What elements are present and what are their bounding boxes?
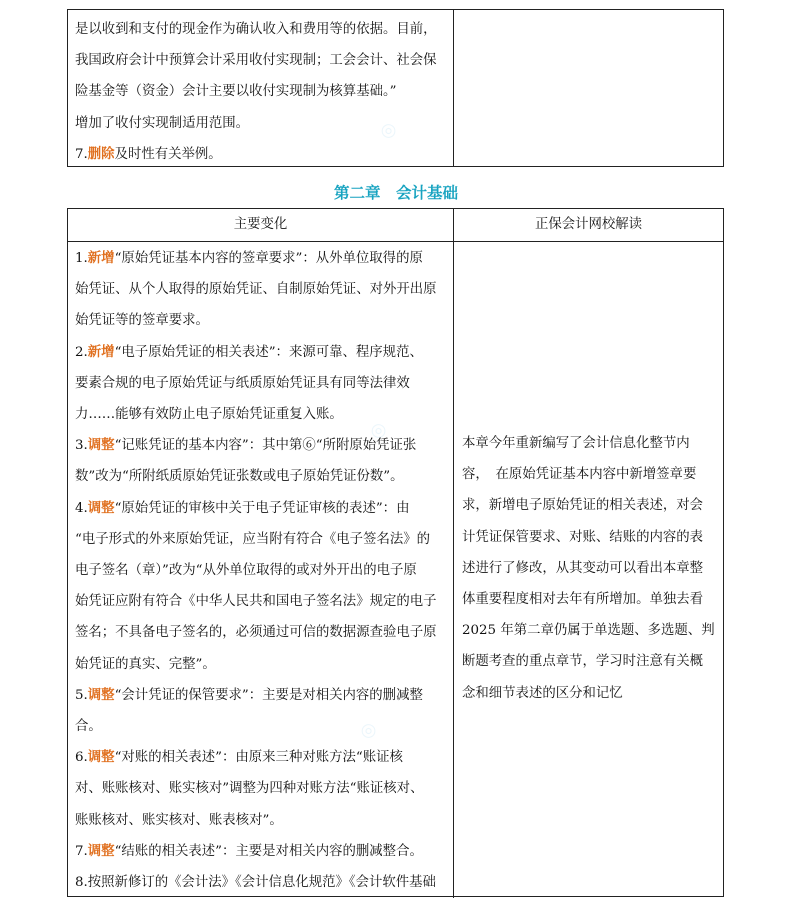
item-text: 对、账账核对、账实核对”调整为四种对账方法“账证核对、	[75, 781, 424, 797]
item-number: 5.	[75, 687, 88, 703]
item-number: 7.	[75, 843, 88, 859]
text-line	[75, 711, 447, 742]
item-text: “电子形式的外来原始凭证，应当附有符合《电子签名法》的	[75, 531, 430, 547]
interpretation-line: 2025 年第二章仍属于单选题、多选题、判	[462, 623, 715, 639]
item-text: 始凭证的真实、完整”。	[75, 656, 216, 672]
interpretation-cell	[454, 242, 723, 898]
watermark-logo: ◎	[364, 418, 391, 443]
table-header-row	[68, 209, 723, 242]
changes-cell	[68, 242, 454, 898]
text-line	[75, 274, 447, 305]
text-line	[75, 773, 447, 804]
item-keyword: 新增	[87, 343, 115, 360]
item-number: 8.	[75, 875, 88, 891]
text-line: 增加了收付实现制适用范围。	[75, 115, 250, 131]
interpretation-line: 念和细节表述的区分和记忆	[462, 685, 623, 701]
table-body-row	[68, 242, 723, 898]
text-line	[75, 399, 447, 430]
text-line	[75, 524, 447, 555]
item-keyword: 调整	[87, 749, 115, 766]
interpretation-line: 求，新增电子原始凭证的相关表述，对会	[462, 498, 704, 514]
list-item	[75, 742, 447, 773]
item-text: 按照新修订的《会计法》《会计信息化规范》《会计软件基础	[87, 875, 436, 891]
interpretation-line: 述进行了修改，从其变动可以看出本章整	[462, 560, 704, 576]
text-line	[75, 555, 447, 586]
watermark-logo: ◎	[374, 118, 401, 143]
top-table	[67, 9, 724, 167]
text-line	[75, 586, 447, 617]
item-text: 数”改为“所附纸质原始凭证张数或电子原始凭证份数”。	[75, 469, 404, 485]
list-item	[75, 337, 447, 368]
item-text: “对账的相关表述”：由原来三种对账方法“账证核	[114, 750, 403, 766]
item-keyword: 调整	[87, 686, 115, 703]
item-keyword: 调整	[87, 842, 115, 859]
main-table	[67, 208, 724, 897]
interpretation-line: 体重要程度相对去年有所增加。单独去看	[462, 592, 704, 608]
interpretation-line: 容， 在原始凭证基本内容中新增签章要	[462, 467, 697, 483]
list-item	[75, 867, 447, 898]
item-text: 力……能够有效防止电子原始凭证重复入账。	[75, 407, 343, 423]
top-table-right-cell	[454, 10, 723, 166]
interpretation-line: 本章今年重新编写了会计信息化整节内	[462, 436, 690, 451]
item-keyword: 调整	[87, 499, 115, 516]
item-number: 2.	[75, 344, 88, 360]
item-text: 签名；不具备电子签名的，必须通过可信的数据源查验电子原	[75, 625, 437, 641]
header-interpretation: 正保会计网校解读	[534, 217, 643, 232]
list-item	[75, 493, 447, 524]
text-line	[75, 649, 447, 680]
item-text: “电子原始凭证的相关表述”：来源可靠、程序规范、	[114, 344, 423, 360]
watermark-logo: ◎	[354, 718, 381, 743]
header-main-changes: 主要变化	[68, 209, 454, 241]
item-number: 4.	[75, 500, 88, 516]
item-text: “原始凭证基本内容的签章要求”：从外单位取得的原	[114, 251, 423, 266]
item-keyword: 调整	[87, 437, 115, 454]
text-line	[75, 461, 447, 492]
text-line: 险基金等（资金）会计主要以收付实现制为核算基础。”	[75, 84, 397, 100]
item-text: 始凭证等的签章要求。	[75, 313, 209, 329]
item-text: 及时性有关举例。	[114, 146, 222, 162]
text-line: 我国政府会计中预算会计采用收付实现制；工会会计、社会保	[75, 53, 437, 69]
list-item	[75, 243, 447, 274]
item-number: 7.	[75, 146, 88, 162]
chapter-title: 第二章 会计基础	[333, 183, 458, 202]
list-item	[75, 430, 447, 461]
list-item	[75, 139, 447, 170]
item-number: 1.	[75, 251, 88, 266]
item-text: 始凭证、从个人取得的原始凭证、自制原始凭证、对外开出原	[75, 282, 437, 298]
item-number: 3.	[75, 438, 88, 454]
item-text: “结账的相关表述”：主要是对相关内容的删减整合。	[114, 843, 423, 859]
interpretation-line: 计凭证保管要求、对账、结账的内容的表	[462, 529, 704, 545]
item-text: 始凭证应附有符合《中华人民共和国电子签名法》规定的电子	[75, 594, 437, 610]
list-item	[75, 680, 447, 711]
item-text: 合。	[75, 719, 102, 735]
item-text: 电子签名（章）”改为“从外单位取得的或对外开出的电子原	[75, 563, 417, 579]
item-text: 要素合规的电子原始凭证与纸质原始凭证具有同等法律效	[75, 375, 410, 391]
item-text: “会计凭证的保管要求”：主要是对相关内容的删减整	[114, 687, 423, 703]
interpretation-line: 断题考查的重点章节，学习时注意有关概	[462, 654, 704, 670]
list-item	[75, 836, 447, 867]
text-line	[75, 617, 447, 648]
text-line	[75, 368, 447, 399]
item-number: 6.	[75, 750, 88, 766]
text-line	[75, 805, 447, 836]
item-text: “记账凭证的基本内容”：其中第⑥“所附原始凭证张	[114, 438, 417, 454]
item-text: 账账核对、账实核对、账表核对”。	[75, 812, 283, 828]
text-line: 是以收到和支付的现金作为确认收入和费用等的依据。目前，	[75, 22, 437, 37]
text-line	[75, 305, 447, 336]
item-keyword: 新增	[87, 250, 115, 266]
item-text: “原始凭证的审核中关于电子凭证审核的表述”：由	[114, 500, 410, 516]
top-table-left-cell	[68, 10, 454, 166]
item-keyword: 删除	[87, 145, 115, 162]
